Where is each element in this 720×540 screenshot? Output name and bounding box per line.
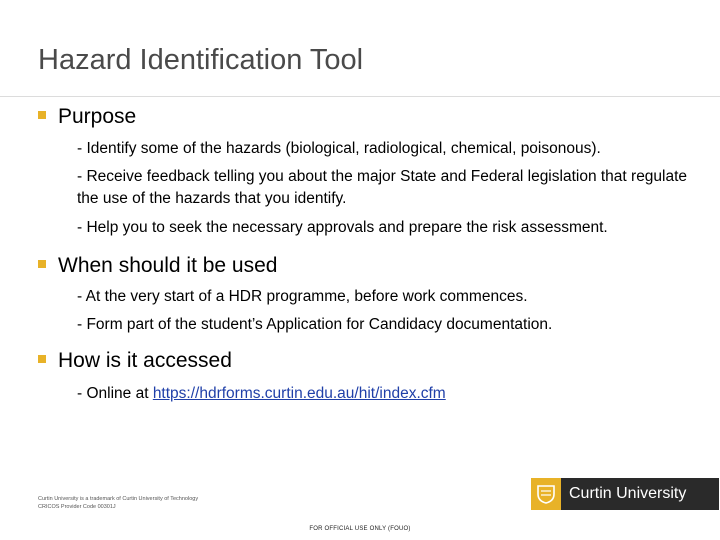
section-heading-label: Purpose <box>58 105 137 128</box>
section-heading-purpose <box>38 105 136 129</box>
list-item: - Form part of the student’s Application for Candidacy documentation. <box>77 316 553 333</box>
access-item <box>77 383 707 405</box>
list-item: - Help you to seek the necessary approvals and prepare the risk assessment. <box>77 219 608 236</box>
logo-text: Curtin University <box>561 478 719 510</box>
crest-icon <box>531 478 561 510</box>
cricos-text: CRICOS Provider Code 00301J <box>38 504 116 510</box>
section-heading-label: When should it be used <box>58 254 278 277</box>
section-heading-label: How is it accessed <box>58 349 232 372</box>
footer-legal <box>38 495 198 511</box>
section-heading-when <box>38 254 277 278</box>
square-bullet-icon <box>38 355 46 363</box>
section-heading-how <box>38 349 232 373</box>
access-prefix: - Online at <box>77 385 153 402</box>
list-item: - Identify some of the hazards (biological, radiological, chemical, poisonous). <box>77 140 601 157</box>
trademark-text: Curtin University is a trademark of Curtin University of Technology <box>38 496 199 502</box>
square-bullet-icon <box>38 111 46 119</box>
list-item: - Receive feedback telling you about the major State and Federal legislation that regulate the use of the hazards that you identify. <box>77 168 688 207</box>
square-bullet-icon <box>38 260 46 268</box>
classification-label: FOR OFFICIAL USE ONLY (FOUO) <box>309 526 411 532</box>
title-divider <box>0 96 720 97</box>
hazard-tool-link[interactable]: https://hdrforms.curtin.edu.au/hit/index.cfm <box>152 385 446 402</box>
list-item: - At the very start of a HDR programme, before work commences. <box>77 288 528 305</box>
slide-title: Hazard Identification Tool <box>38 44 364 76</box>
curtin-logo <box>531 478 719 510</box>
